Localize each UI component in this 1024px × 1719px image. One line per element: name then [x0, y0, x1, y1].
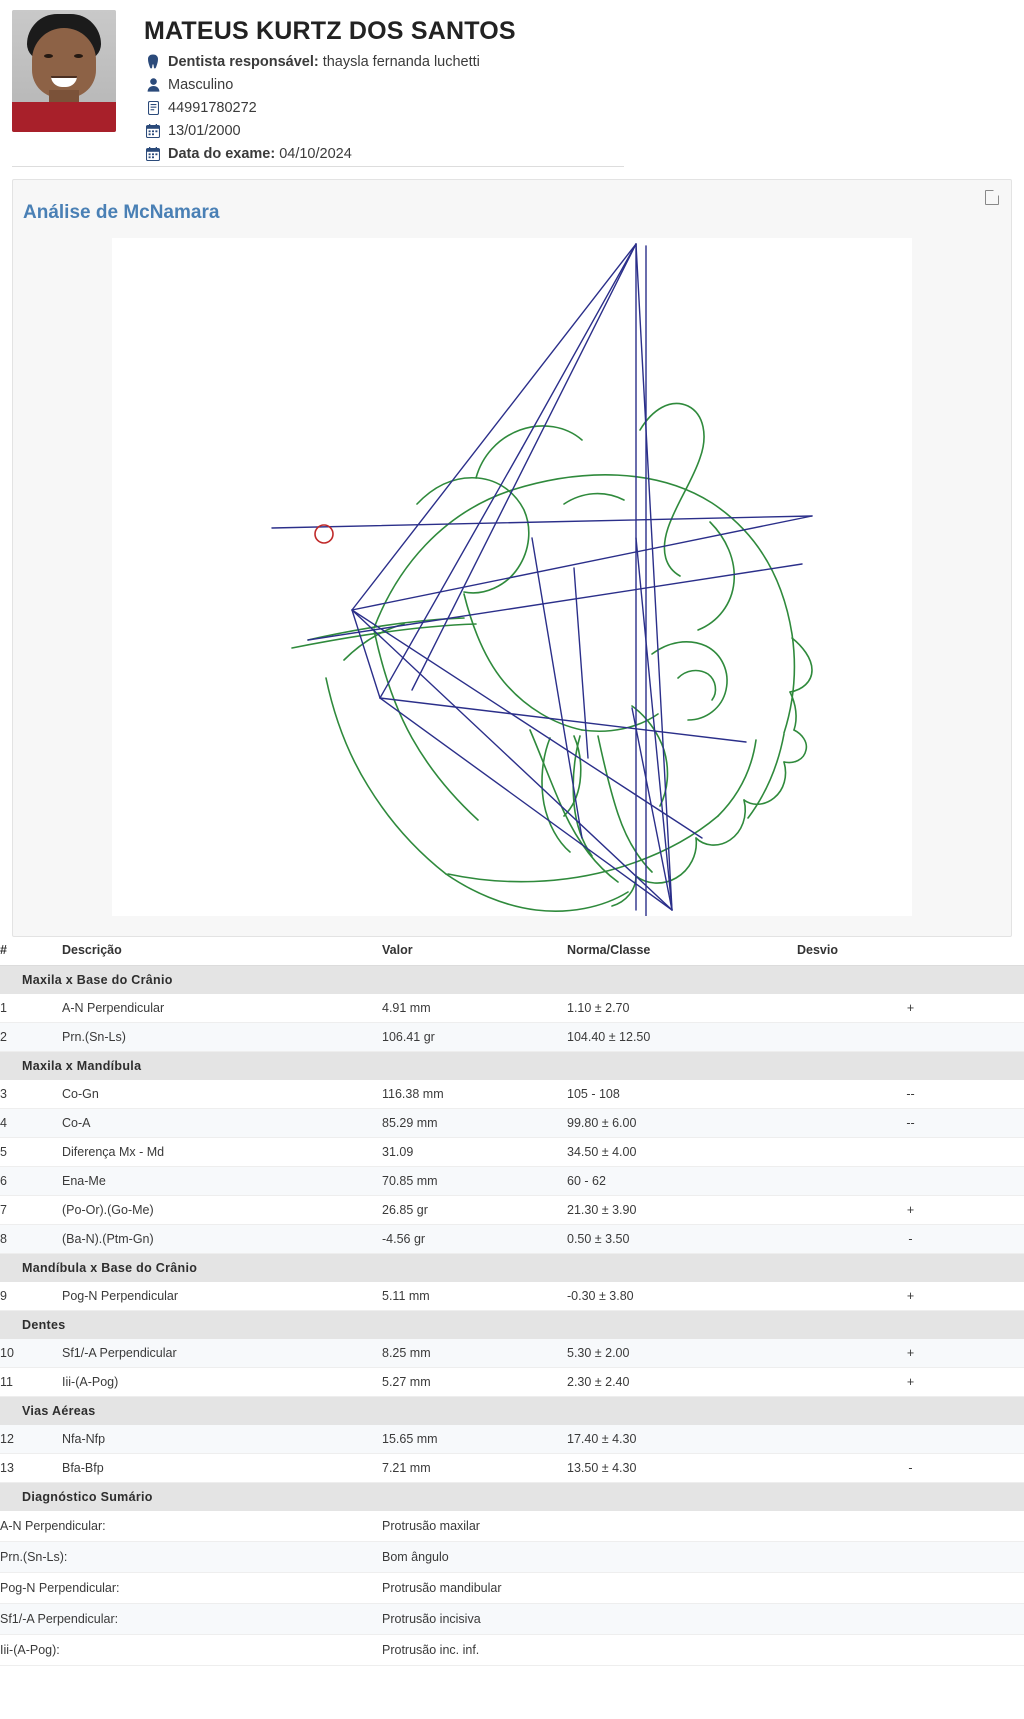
table-group-row [0, 965, 1024, 994]
cell-desc: (Ba-N).(Ptm-Gn) [62, 1224, 382, 1253]
summary-label: Sf1/-A Perpendicular: [0, 1603, 382, 1634]
measurements-table [0, 937, 1024, 1666]
cell-num: 12 [0, 1425, 62, 1454]
cell-value: 116.38 mm [382, 1080, 567, 1109]
cell-num: 6 [0, 1166, 62, 1195]
cell-desc: Co-Gn [62, 1080, 382, 1109]
cell-dev: -- [797, 1108, 1024, 1137]
cell-norm: 99.80 ± 6.00 [567, 1108, 797, 1137]
summary-row [0, 1541, 1024, 1572]
summary-value: Bom ângulo [382, 1541, 1024, 1572]
cell-value: -4.56 gr [382, 1224, 567, 1253]
cell-dev [797, 1022, 1024, 1051]
table-row [0, 1108, 1024, 1137]
cell-desc: Pog-N Perpendicular [62, 1282, 382, 1311]
cell-dev: - [797, 1453, 1024, 1482]
cell-num: 13 [0, 1453, 62, 1482]
cell-norm: 105 - 108 [567, 1080, 797, 1109]
cephalometric-tracing[interactable] [112, 238, 912, 916]
patient-name: MATEUS KURTZ DOS SANTOS [144, 17, 516, 45]
table-group-row [0, 1051, 1024, 1080]
table-group-label: Vias Aéreas [0, 1396, 1024, 1425]
document-value: 44991780272 [168, 99, 257, 116]
summary-label: Iii-(A-Pog): [0, 1634, 382, 1665]
dentist-icon [144, 54, 162, 70]
table-group-label: Maxila x Base do Crânio [0, 965, 1024, 994]
cell-dev [797, 1137, 1024, 1166]
cell-value: 4.91 mm [382, 994, 567, 1023]
table-group-row [0, 1482, 1024, 1511]
gender-value: Masculino [168, 76, 234, 93]
cell-num: 4 [0, 1108, 62, 1137]
summary-value: Protrusão mandibular [382, 1572, 1024, 1603]
cell-desc: Iii-(A-Pog) [62, 1367, 382, 1396]
cell-value: 5.27 mm [382, 1367, 567, 1396]
dentist-name: thaysla fernanda luchetti [322, 53, 480, 70]
note-icon[interactable] [985, 190, 999, 205]
summary-label: A-N Perpendicular: [0, 1511, 382, 1542]
table-row [0, 1166, 1024, 1195]
table-body [0, 965, 1024, 1665]
radiograph-container [13, 238, 1011, 934]
cell-norm: 60 - 62 [567, 1166, 797, 1195]
cell-value: 31.09 [382, 1137, 567, 1166]
summary-row [0, 1634, 1024, 1665]
dentist-row [144, 52, 516, 72]
cell-value: 8.25 mm [382, 1339, 567, 1368]
cell-desc: Sf1/-A Perpendicular [62, 1339, 382, 1368]
cephalometric-lines [272, 244, 812, 916]
table-group-row [0, 1253, 1024, 1282]
cell-desc: Diferença Mx - Md [62, 1137, 382, 1166]
cell-num: 3 [0, 1080, 62, 1109]
cell-norm: 5.30 ± 2.00 [567, 1339, 797, 1368]
col-header-number: # [0, 937, 62, 966]
cell-num: 5 [0, 1137, 62, 1166]
cell-dev: + [797, 1339, 1024, 1368]
cell-dev [797, 1166, 1024, 1195]
analysis-card [12, 179, 1012, 937]
summary-value: Protrusão inc. inf. [382, 1634, 1024, 1665]
cell-dev: + [797, 1367, 1024, 1396]
table-row [0, 1224, 1024, 1253]
cell-value: 70.85 mm [382, 1166, 567, 1195]
cell-dev: + [797, 994, 1024, 1023]
cell-num: 10 [0, 1339, 62, 1368]
birthdate-row [144, 121, 516, 141]
cell-dev: -- [797, 1080, 1024, 1109]
cell-norm: 1.10 ± 2.70 [567, 994, 797, 1023]
table-group-row [0, 1310, 1024, 1339]
summary-row [0, 1603, 1024, 1634]
calendar-exam-icon [144, 146, 162, 162]
cell-desc: Prn.(Sn-Ls) [62, 1022, 382, 1051]
summary-label: Pog-N Perpendicular: [0, 1572, 382, 1603]
page-title: Análise de McNamara [23, 201, 220, 223]
cell-value: 26.85 gr [382, 1195, 567, 1224]
col-header-norm: Norma/Classe [567, 937, 797, 966]
tracing-svg [112, 238, 912, 916]
table-row [0, 1282, 1024, 1311]
cell-norm: 2.30 ± 2.40 [567, 1367, 797, 1396]
cell-dev: + [797, 1195, 1024, 1224]
cell-norm: 13.50 ± 4.30 [567, 1453, 797, 1482]
summary-label: Prn.(Sn-Ls): [0, 1541, 382, 1572]
calendar-icon [144, 123, 162, 139]
cell-num: 8 [0, 1224, 62, 1253]
table-group-label: Dentes [0, 1310, 1024, 1339]
col-header-deviation: Desvio [797, 937, 1024, 966]
table-row [0, 1137, 1024, 1166]
cell-norm: 104.40 ± 12.50 [567, 1022, 797, 1051]
cell-value: 106.41 gr [382, 1022, 567, 1051]
birthdate-value: 13/01/2000 [168, 122, 241, 139]
exam-date-label: Data do exame: [168, 145, 276, 162]
cell-value: 7.21 mm [382, 1453, 567, 1482]
table-row [0, 1080, 1024, 1109]
cell-num: 9 [0, 1282, 62, 1311]
table-group-label: Maxila x Mandíbula [0, 1051, 1024, 1080]
col-header-value: Valor [382, 937, 567, 966]
cell-norm: 17.40 ± 4.30 [567, 1425, 797, 1454]
table-group-row [0, 1396, 1024, 1425]
id-card-icon [144, 100, 162, 116]
summary-row [0, 1572, 1024, 1603]
cell-dev [797, 1425, 1024, 1454]
table-group-label: Mandíbula x Base do Crânio [0, 1253, 1024, 1282]
table-row [0, 1367, 1024, 1396]
patient-info [144, 8, 516, 167]
cell-desc: A-N Perpendicular [62, 994, 382, 1023]
cell-desc: Ena-Me [62, 1166, 382, 1195]
cell-dev: - [797, 1224, 1024, 1253]
exam-date-row [144, 144, 516, 164]
cell-num: 2 [0, 1022, 62, 1051]
table-row [0, 1425, 1024, 1454]
summary-value: Protrusão maxilar [382, 1511, 1024, 1542]
document-row [144, 98, 516, 118]
cell-value: 15.65 mm [382, 1425, 567, 1454]
table-row [0, 1453, 1024, 1482]
cell-num: 11 [0, 1367, 62, 1396]
cell-norm: -0.30 ± 3.80 [567, 1282, 797, 1311]
cell-norm: 0.50 ± 3.50 [567, 1224, 797, 1253]
table-row [0, 1022, 1024, 1051]
table-row [0, 1339, 1024, 1368]
cell-desc: Nfa-Nfp [62, 1425, 382, 1454]
cell-norm: 21.30 ± 3.90 [567, 1195, 797, 1224]
table-group-label: Diagnóstico Sumário [0, 1482, 1024, 1511]
cell-norm: 34.50 ± 4.00 [567, 1137, 797, 1166]
summary-value: Protrusão incisiva [382, 1603, 1024, 1634]
cell-num: 7 [0, 1195, 62, 1224]
dentist-label: Dentista responsável: [168, 53, 319, 70]
table-row [0, 994, 1024, 1023]
patient-photo [12, 10, 116, 132]
cell-desc: (Po-Or).(Go-Me) [62, 1195, 382, 1224]
exam-date-value: 04/10/2024 [279, 145, 352, 162]
cell-num: 1 [0, 994, 62, 1023]
table-header-row [0, 937, 1024, 966]
cell-desc: Co-A [62, 1108, 382, 1137]
table-row [0, 1195, 1024, 1224]
header-divider [12, 166, 624, 167]
cell-desc: Bfa-Bfp [62, 1453, 382, 1482]
person-icon [144, 77, 162, 93]
cell-value: 5.11 mm [382, 1282, 567, 1311]
patient-header [0, 0, 1024, 167]
cell-value: 85.29 mm [382, 1108, 567, 1137]
col-header-description: Descrição [62, 937, 382, 966]
cell-dev: + [797, 1282, 1024, 1311]
gender-row [144, 75, 516, 95]
landmark-marker [315, 525, 333, 543]
summary-row [0, 1511, 1024, 1542]
